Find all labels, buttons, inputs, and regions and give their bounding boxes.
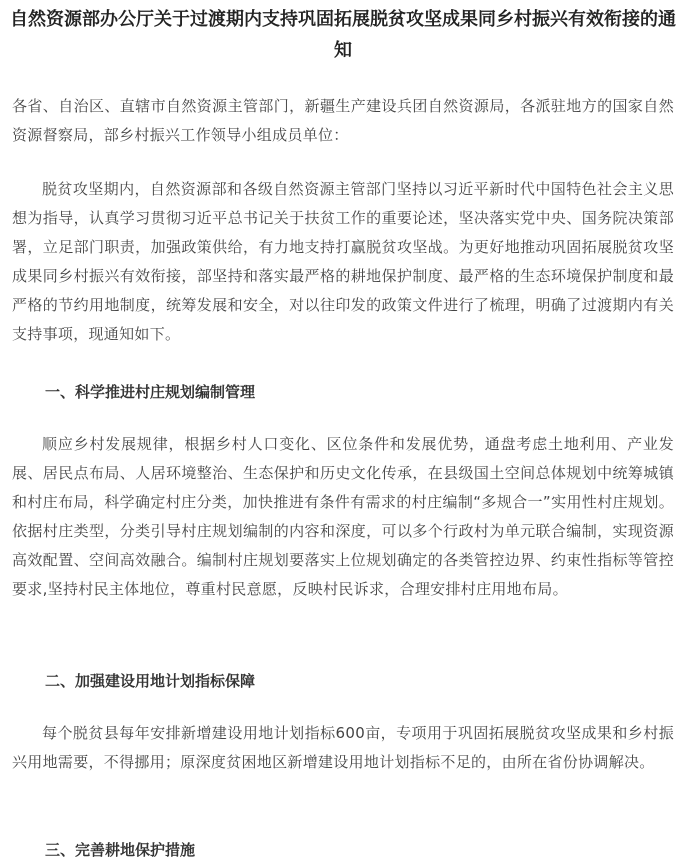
section-2-heading: 二、加强建设用地计划指标保障: [45, 672, 256, 690]
salutation-paragraph: 各省、自治区、直辖市自然资源主管部门，新疆生产建设兵团自然资源局，各派驻地方的国家自然资源督察局，部乡村振兴工作领导小组成员单位：: [12, 97, 674, 144]
section-3-heading: 三、完善耕地保护措施: [45, 841, 196, 859]
section-1-heading: 一、科学推进村庄规划编制管理: [45, 383, 256, 401]
section-1-paragraph: 顺应乡村发展规律，根据乡村人口变化、区位条件和发展优势，通盘考虑土地利用、产业发展、居民点布局、人居环境整治、生态保护和历史文化传承，在县级国土空间总体规划中统筹城镇和村庄布局，科学确定村庄分类，加快推进有条件有需求的村庄编制“多规合一”实用性村庄规划。依据村庄类型，分类引导村庄规划编制的内容和深度，可以多个行政村为单元联合编制，实现资源高效配置、空间高效融合。编制村庄规划要落实上位规划确定的各类管控边界、约束性指标等管控要求,坚持村民主体地位，尊重村民意愿，反映村民诉求，合理安排村庄用地布局。: [12, 435, 674, 598]
intro-paragraph: 脱贫攻坚期内，自然资源部和各级自然资源主管部门坚持以习近平新时代中国特色社会主义思想为指导，认真学习贯彻习近平总书记关于扶贫工作的重要论述，坚决落实党中央、国务院决策部署，立足部门职责，加强政策供给，有力地支持打赢脱贫攻坚战。为更好地推动巩固拓展脱贫攻坚成果同乡村振兴有效衔接，部坚持和落实最严格的耕地保护制度、最严格的生态环境保护制度和最严格的节约用地制度，统筹发展和安全，对以往印发的政策文件进行了梳理，明确了过渡期内有关支持事项，现通知如下。: [12, 180, 674, 343]
section-2-paragraph: 每个脱贫县每年安排新增建设用地计划指标600亩，专项用于巩固拓展脱贫攻坚成果和乡村振兴用地需要，不得挪用；原深度贫困地区新增建设用地计划指标不足的，由所在省份协调解决。: [12, 724, 674, 771]
document-title: 自然资源部办公厅关于过渡期内支持巩固拓展脱贫攻坚成果同乡村振兴有效衔接的通知: [10, 9, 676, 61]
